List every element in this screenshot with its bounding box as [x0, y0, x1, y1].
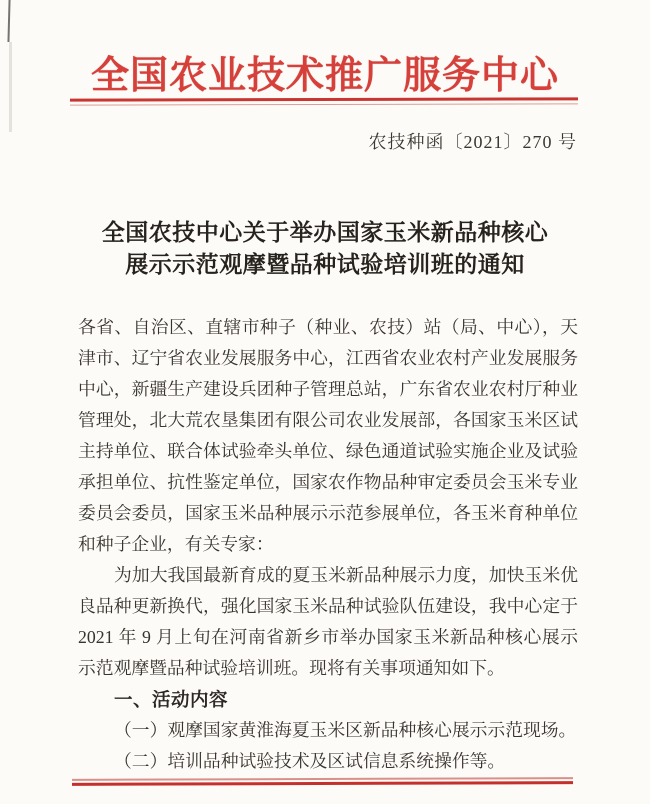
body-text-line: 主持单位、联合体试验牵头单位、绿色通道试验实施企业及试验 — [78, 441, 578, 461]
body-text-line: 良品种更新换代，强化国家玉米品种试验队伍建设，我中心定于 — [78, 596, 578, 616]
document-title — [0, 217, 650, 281]
body-text-line: 津市、辽宁省农业发展服务中心，江西省农业农村产业发展服务 — [78, 348, 578, 368]
body-text-line: （二）培训品种试验技术及区试信息系统操作等。 — [114, 751, 506, 771]
document-number: 农技种函〔2021〕270 号 — [368, 132, 577, 152]
letterhead-rule-thin — [70, 103, 578, 105]
body-text-line: 2021 年 9 月上旬在河南省新乡市举办国家玉米新品种核心展示 — [78, 627, 578, 647]
intro-paragraph — [78, 560, 578, 684]
document-title-line2: 展示示范观摩暨品种试验培训班的通知 — [125, 252, 525, 277]
document-title-line1: 全国农技中心关于举办国家玉米新品种核心 — [101, 220, 549, 245]
section-heading-activities: 一、活动内容 — [114, 689, 229, 710]
recipients-paragraph — [78, 312, 578, 560]
body-text-line: 示范观摩暨品种试验培训班。现将有关事项通知如下。 — [78, 658, 505, 678]
page-bottom-rule-thin — [72, 777, 573, 780]
letterhead-org-name: 全国农业技术推广服务中心 — [90, 55, 559, 97]
activity-items-list — [78, 715, 578, 777]
scan-artifact — [7, 0, 10, 42]
page-bottom-rule-thick — [72, 781, 573, 786]
body-text-line: 和种子企业，有关专家： — [78, 534, 274, 554]
body-text-line: 管理处，北大荒农垦集团有限公司农业发展部，各国家玉米区试 — [78, 410, 578, 430]
body-text-line: 各省、自治区、直辖市种子（种业、农技）站（局、中心），天 — [78, 317, 578, 337]
body-text-line: 为加大我国最新育成的夏玉米新品种展示力度，加快玉米优 — [114, 565, 578, 585]
letterhead-rule-thick — [70, 97, 578, 101]
body-text-line: 中心，新疆生产建设兵团种子管理总站，广东省农业农村厅种业 — [78, 379, 578, 399]
body-text-line: （一）观摩国家黄淮海夏玉米区新品种核心展示示范现场。 — [114, 720, 577, 740]
body-text-line: 承担单位、抗性鉴定单位，国家农作物品种审定委员会玉米专业 — [78, 472, 578, 492]
body-text-line: 委员会委员，国家玉米品种展示示范参展单位，各玉米育种单位 — [78, 503, 578, 523]
document-body — [78, 312, 578, 777]
